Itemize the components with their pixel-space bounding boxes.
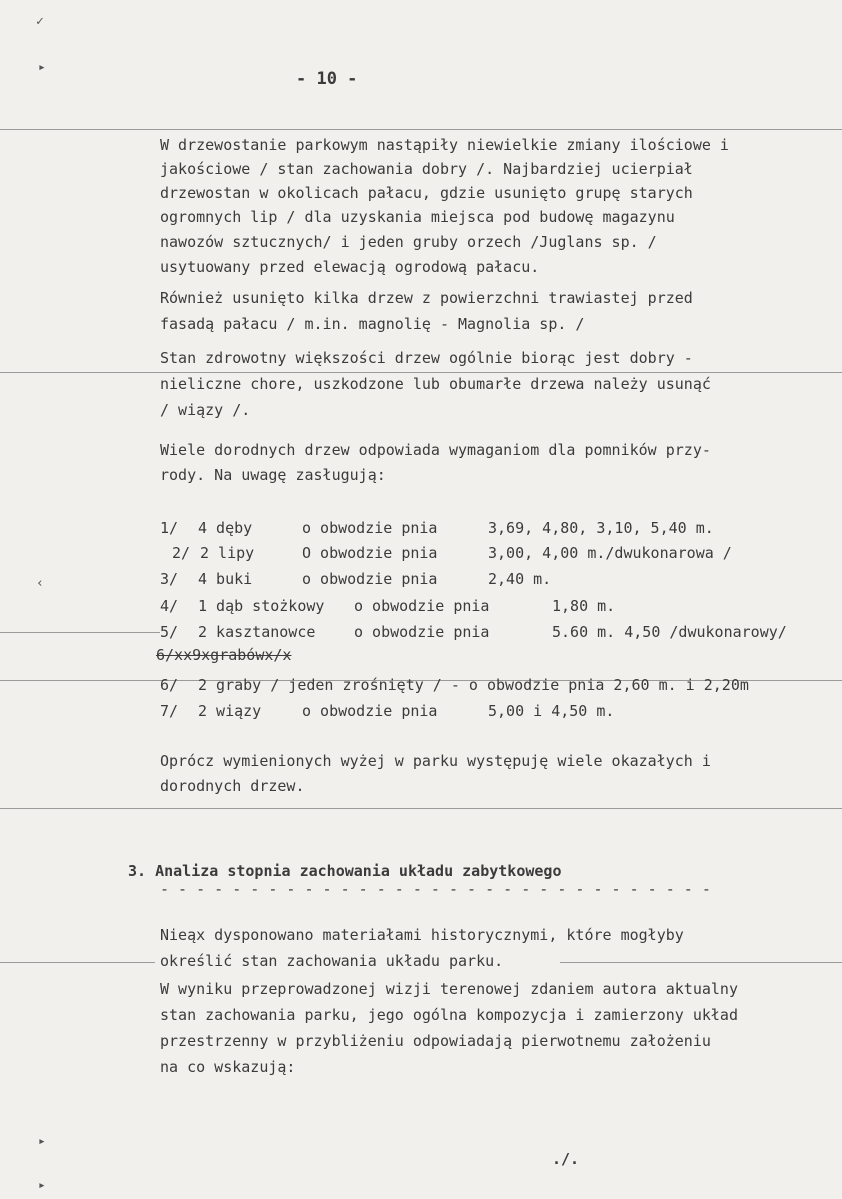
margin-mark: ▸ <box>38 1178 46 1193</box>
text-line: dorodnych drzew. <box>160 777 305 795</box>
margin-mark: ▸ <box>38 1134 46 1149</box>
section-heading: 3. Analiza stopnia zachowania układu zabytkowego <box>128 862 562 880</box>
text-line: Również usunięto kilka drzew z powierzchni trawiastej przed <box>160 289 693 307</box>
item-desc: O obwodzie pnia <box>302 544 438 562</box>
text-line: usytuowany przed elewacją ogrodową pałacu. <box>160 258 540 276</box>
text-line: Nieąx dysponowano materiałami historycznymi, które mogłyby <box>160 926 684 944</box>
heading-underline: - - - - - - - - - - - - - - - - - - - - - - - - - - - - - - - <box>160 880 711 898</box>
item-desc: o obwodzie pnia <box>302 570 438 588</box>
item-values: 2,40 m. <box>488 570 552 588</box>
item-values: 5.60 m. 4,50 /dwukonarowy/ <box>552 623 787 641</box>
text-line: / wiązy /. <box>160 401 251 419</box>
item-number: 5/ <box>160 623 179 641</box>
text-line: przestrzenny w przybliżeniu odpowiadają pierwotnemu założeniu <box>160 1032 711 1050</box>
item-name: 2 lipy <box>200 544 255 562</box>
item-name: 4 dęby <box>198 519 253 537</box>
text-line: nawozów sztucznych/ i jeden gruby orzech /Juglans sp. / <box>160 233 657 251</box>
margin-mark: ✓ <box>36 14 44 29</box>
horizontal-rule <box>0 129 842 130</box>
text-line: na co wskazują: <box>160 1058 296 1076</box>
item-desc: o obwodzie pnia <box>302 702 438 720</box>
continuation-mark: ./. <box>552 1150 580 1168</box>
item-number: 4/ <box>160 597 179 615</box>
item-name: 1 dąb stożkowy <box>198 597 325 615</box>
item-values: 1,80 m. <box>552 597 616 615</box>
item-desc: o obwodzie pnia <box>354 597 490 615</box>
item-desc: o obwodzie pnia <box>354 623 490 641</box>
item-number: 7/ <box>160 702 179 720</box>
item-name: 2 wiązy <box>198 702 262 720</box>
horizontal-rule <box>0 632 160 633</box>
horizontal-rule <box>560 962 842 963</box>
item-values: 5,00 i 4,50 m. <box>488 702 615 720</box>
text-line: W wyniku przeprowadzonej wizji terenowej zdaniem autora aktualny <box>160 980 738 998</box>
text-line: stan zachowania parku, jego ogólna kompozycja i zamierzony układ <box>160 1006 738 1024</box>
item-values: 3,00, 4,00 m./dwukonarowa / <box>488 544 732 562</box>
item-name: 4 buki <box>198 570 253 588</box>
text-line: Wiele dorodnych drzew odpowiada wymaganiom dla pomników przy- <box>160 441 711 459</box>
horizontal-rule <box>0 962 155 963</box>
horizontal-rule <box>0 808 842 809</box>
item-number: 3/ <box>160 570 179 588</box>
text-line: rody. Na uwagę zasługują: <box>160 466 386 484</box>
item-desc: o obwodzie pnia <box>302 519 438 537</box>
text-line: nieliczne chore, uszkodzone lub obumarłe drzewa należy usunąć <box>160 375 711 393</box>
item-number: 1/ <box>160 519 179 537</box>
struck-text: 6/xx9xgrabówx/x <box>156 646 292 664</box>
item-number: 6/ <box>160 676 179 694</box>
margin-mark: ‹ <box>36 576 44 591</box>
text-line: fasadą pałacu / m.in. magnolię - Magnolia sp. / <box>160 315 585 333</box>
text-line: ogromnych lip / dla uzyskania miejsca pod budowę magazynu <box>160 208 675 226</box>
text-line: Stan zdrowotny większości drzew ogólnie biorąc jest dobry - <box>160 349 693 367</box>
item-values: 3,69, 4,80, 3,10, 5,40 m. <box>488 519 714 537</box>
page-number: - 10 - <box>296 69 358 89</box>
text-line: określić stan zachowania układu parku. <box>160 952 504 970</box>
text-line: W drzewostanie parkowym nastąpiły niewielkie zmiany ilościowe i <box>160 136 729 154</box>
item-name: 2 kasztanowce <box>198 623 316 641</box>
item-name: 2 graby / jeden zrośnięty / - o obwodzie pnia 2,60 m. i 2,20m <box>198 676 749 694</box>
item-number: 2/ <box>172 544 191 562</box>
text-line: jakościowe / stan zachowania dobry /. Najbardziej ucierpiał <box>160 160 693 178</box>
text-line: Oprócz wymienionych wyżej w parku występuję wiele okazałych i <box>160 752 711 770</box>
margin-mark: ▸ <box>38 60 46 75</box>
horizontal-rule <box>0 372 842 373</box>
text-line: drzewostan w okolicach pałacu, gdzie usunięto grupę starych <box>160 184 693 202</box>
